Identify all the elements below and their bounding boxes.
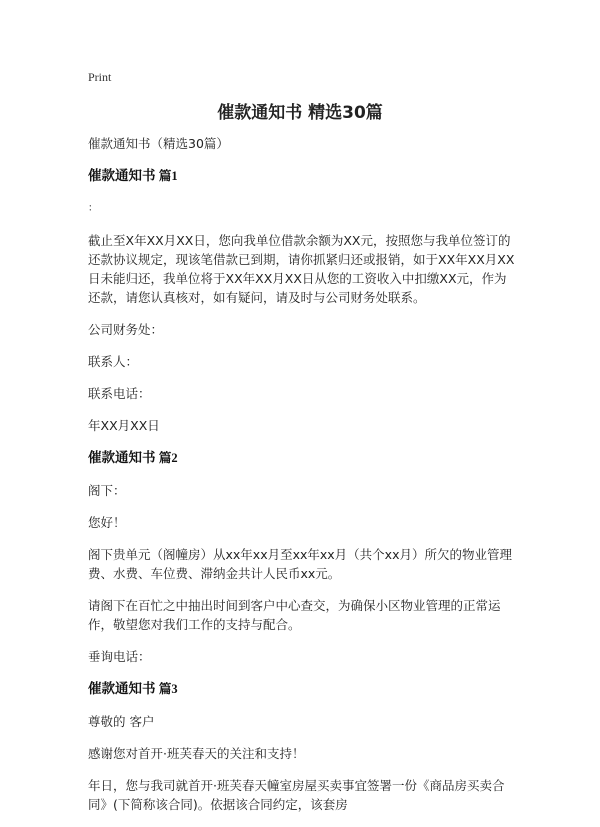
section-heading-2-suffix: 篇2: [158, 451, 178, 465]
section-1-line-date: 年XX月XX日: [88, 418, 160, 433]
section-heading-3-suffix: 篇3: [158, 682, 178, 696]
section-2-body-1: 阁下贵单元（阁幢房）从xx年xx月至xx年xx月（共个xx月）所欠的物业管理费、水费、车位费、滞纳金共计人民币xx元。: [88, 547, 512, 581]
section-1-line-phone: 联系电话：: [88, 386, 151, 401]
section-2-greeting: 您好！: [88, 515, 126, 530]
section-heading-1-title: 催款通知书: [88, 168, 156, 183]
section-heading-1-suffix: 篇1: [158, 169, 178, 183]
section-heading-3-title: 催款通知书: [88, 681, 156, 696]
section-1-line-finance: 公司财务处：: [88, 322, 164, 337]
section-3-salutation: 尊敬的 客户: [88, 714, 155, 729]
section-2-line-phone: 垂询电话：: [88, 649, 151, 664]
print-link[interactable]: Print: [88, 70, 112, 84]
section-1-line-contact: 联系人：: [88, 354, 139, 369]
section-2-salutation: 阁下：: [88, 483, 126, 498]
section-3-body: 年日，您与我司就首开·班芙春天幢室房屋买卖事宜签署一份《商品房买卖合同》(下简称该合同)。依据该合同约定，该套房: [88, 778, 505, 812]
page-title: 催款通知书 精选30篇: [217, 103, 383, 123]
section-heading-2: [88, 448, 518, 468]
section-3-thanks: 感谢您对首开·班芙春天的关注和支持！: [88, 746, 305, 761]
section-heading-1: [88, 166, 518, 186]
section-2-body-2: 请阁下在百忙之中抽出时间到客户中心查交，为确保小区物业管理的正常运作，敬望您对我们工作的支持与配合。: [88, 598, 501, 632]
section-1-body: 截止至X年XX月XX日，您向我单位借款余额为XX元，按照您与我单位签订的还款协议规定，现该笔借款已到期，请你抓紧归还或报销，如于XX年XX月XX日未能归还，我单位将于XX年XX月XX日从您的工资收入中扣缴XX元，作为还款，请您认真核对，如有疑问，请及时与公司财务处联系。: [88, 233, 515, 305]
intro-line: 催款通知书（精选30篇）: [88, 136, 229, 151]
section-1-lead: ：: [88, 203, 98, 214]
section-heading-2-title: 催款通知书: [88, 450, 156, 465]
section-heading-3: [88, 679, 518, 699]
document-body: [88, 134, 518, 827]
